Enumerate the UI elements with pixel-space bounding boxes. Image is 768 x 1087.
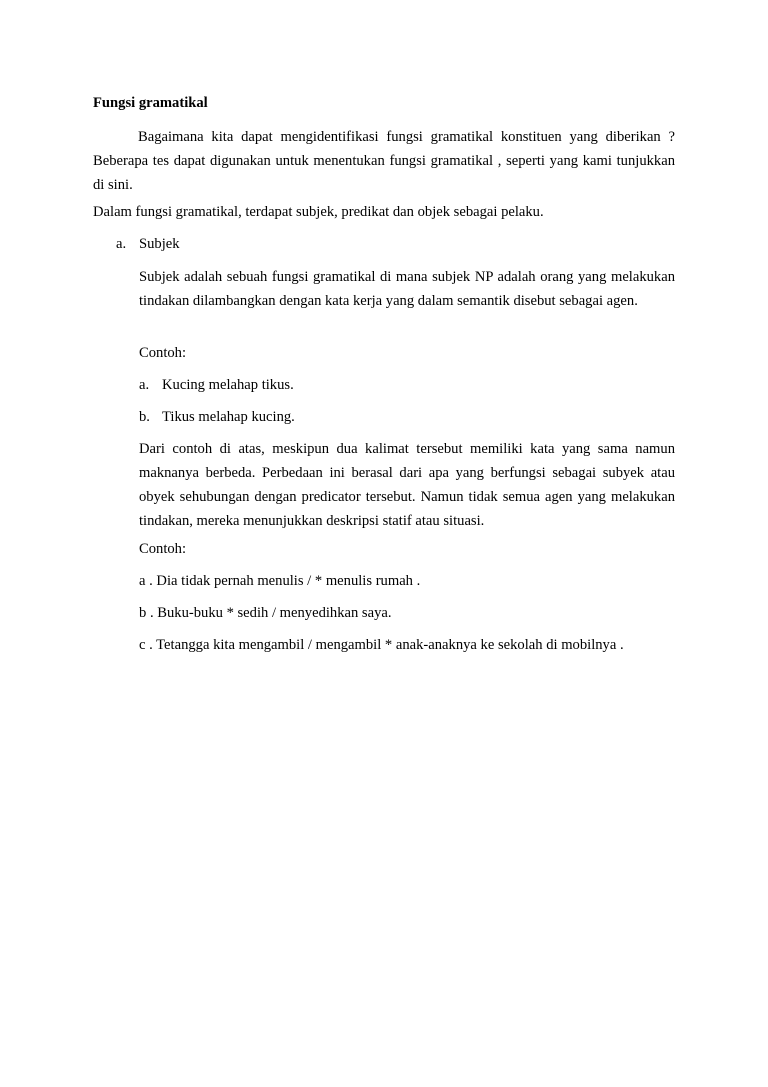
example-sentence: c . Tetangga kita mengambil / mengambil * anak-anaknya ke sekolah di mobilnya . (139, 637, 624, 653)
explanation-paragraph: Dari contoh di atas, meskipun dua kalimat tersebut memiliki kata yang sama namun maknanya berbeda. Perbedaan ini berasal dari apa yang berfungsi sebagai subyek atau obyek sehubungan dengan predicator tersebut. Namun tidak semua agen yang melakukan tindakan, mereka menunjukkan deskripsi statif atau situasi. (139, 441, 675, 529)
list-marker: a. (116, 236, 127, 252)
example-sentence: Kucing melahap tikus. (162, 377, 294, 393)
example-sentence: b . Buku-buku * sedih / menyedihkan saya. (139, 605, 392, 621)
section-heading: Fungsi gramatikal (93, 95, 208, 111)
example-label: Contoh: (139, 345, 187, 361)
subject-definition: Subjek adalah sebuah fungsi gramatikal di mana subjek NP adalah orang yang melakukan tindakan dilambangkan dengan kata kerja yang dalam semantik disebut sebagai agen. (139, 269, 675, 309)
example-marker: a. (139, 377, 150, 393)
list-item-label: Subjek (139, 236, 180, 252)
intro-paragraph: Bagaimana kita dapat mengidentifikasi fungsi gramatikal konstituen yang diberikan ? Beberapa tes dapat digunakan untuk menentukan fungsi gramatikal , seperti yang kami tunjukkan di sini. (93, 129, 675, 193)
roles-paragraph: Dalam fungsi gramatikal, terdapat subjek, predikat dan objek sebagai pelaku. (93, 204, 544, 220)
example-marker: b. (139, 409, 150, 425)
example-sentence: a . Dia tidak pernah menulis / * menulis rumah . (139, 573, 421, 589)
example-label: Contoh: (139, 541, 187, 557)
example-sentence: Tikus melahap kucing. (162, 409, 295, 425)
